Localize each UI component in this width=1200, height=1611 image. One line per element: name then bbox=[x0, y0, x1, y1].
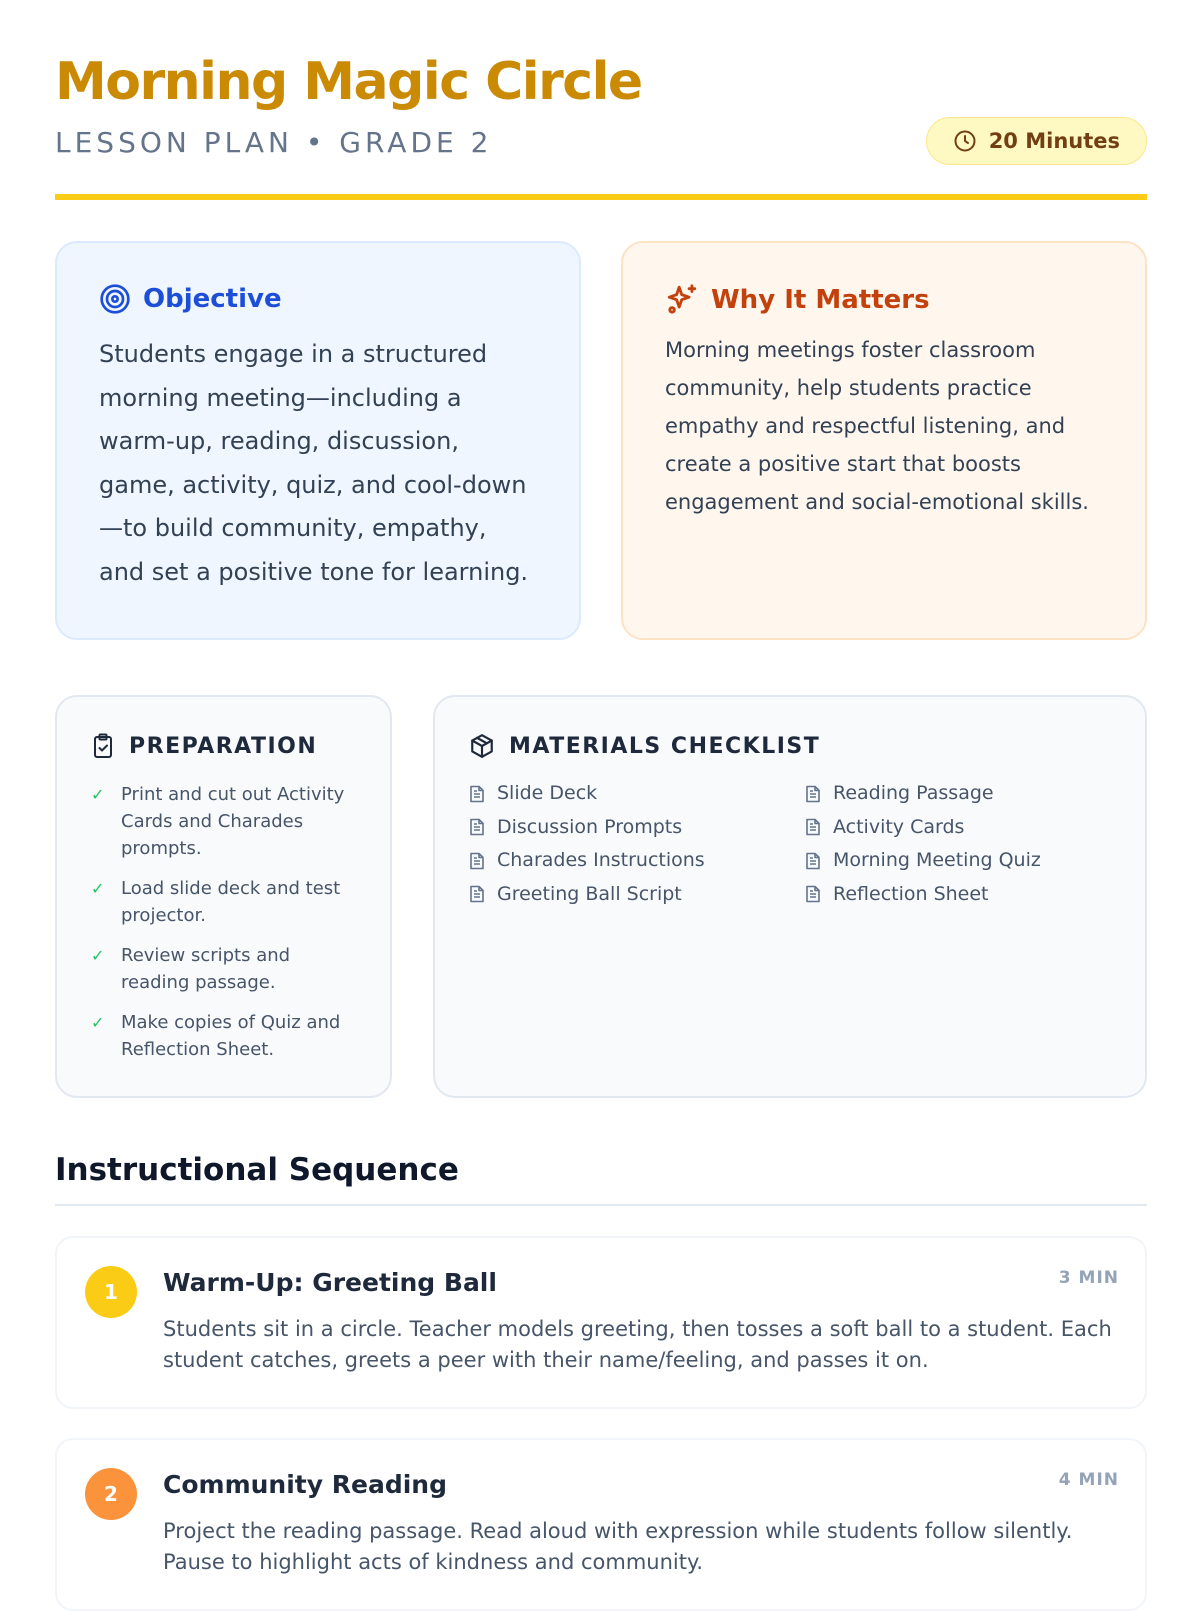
objective-heading bbox=[99, 283, 537, 315]
material-item-text: Reflection Sheet bbox=[833, 882, 989, 905]
page-title: Morning Magic Circle bbox=[55, 52, 642, 112]
sparkles-icon bbox=[665, 283, 699, 317]
page-subtitle: LESSON PLAN • GRADE 2 bbox=[55, 126, 493, 159]
materials-heading-label: MATERIALS CHECKLIST bbox=[509, 733, 821, 759]
step-number-badge: 1 bbox=[85, 1266, 137, 1318]
objective-card bbox=[55, 241, 581, 640]
preparation-item bbox=[91, 942, 356, 996]
duration-label: 20 Minutes bbox=[988, 129, 1120, 153]
document-icon bbox=[805, 885, 821, 903]
clipboard-check-icon bbox=[91, 733, 115, 759]
preparation-item-text: Review scripts and reading passage. bbox=[121, 945, 291, 993]
sequence-heading: Instructional Sequence bbox=[55, 1152, 459, 1188]
objective-heading-label: Objective bbox=[143, 284, 282, 314]
header-divider bbox=[55, 194, 1147, 200]
check-icon: ✓ bbox=[91, 1013, 105, 1032]
lesson-plan-page bbox=[55, 0, 1147, 1574]
check-icon: ✓ bbox=[91, 946, 105, 965]
material-item-text: Slide Deck bbox=[497, 782, 598, 804]
step-title: Warm-Up: Greeting Ball bbox=[163, 1268, 497, 1297]
material-item-text: Discussion Prompts bbox=[497, 815, 683, 838]
material-item bbox=[469, 848, 805, 874]
objective-text: Students engage in a structured morning meeting—including a warm-up, reading, discussion, game, activity, quiz, and cool-down—to build community, empathy, and set a positive tone for learning. bbox=[99, 340, 529, 586]
document-icon bbox=[805, 785, 821, 803]
document-icon bbox=[469, 818, 485, 836]
material-item-text: Reading Passage bbox=[833, 782, 994, 804]
sequence-step bbox=[55, 1438, 1147, 1611]
material-item bbox=[805, 848, 1105, 874]
preparation-list bbox=[91, 781, 356, 1063]
step-description: Students sit in a circle. Teacher models greeting, then tosses a soft ball to a student. Each student catches, greets a peer with their name/feeling, and passes it on. bbox=[163, 1317, 1112, 1372]
preparation-item-text: Make copies of Quiz and Reflection Sheet. bbox=[121, 1012, 341, 1060]
document-icon bbox=[469, 785, 485, 803]
material-item-text: Morning Meeting Quiz bbox=[833, 849, 1041, 871]
why-text: Morning meetings foster classroom community, help students practice empathy and respectful listening, and create a positive start that boosts engagement and social-emotional skills. bbox=[665, 338, 1089, 514]
preparation-card bbox=[55, 695, 392, 1098]
sequence-divider bbox=[55, 1204, 1147, 1206]
step-duration: 3 MIN bbox=[1058, 1268, 1119, 1288]
preparation-item bbox=[91, 875, 356, 929]
header bbox=[55, 0, 1147, 200]
document-icon bbox=[469, 852, 485, 870]
material-item bbox=[469, 882, 805, 908]
material-item bbox=[469, 781, 805, 807]
why-heading bbox=[665, 283, 1103, 317]
check-icon: ✓ bbox=[91, 785, 105, 804]
material-item-text: Charades Instructions bbox=[497, 849, 705, 871]
clock-icon bbox=[953, 129, 977, 153]
preparation-item bbox=[91, 781, 356, 862]
sequence-step bbox=[55, 1236, 1147, 1409]
document-icon bbox=[805, 852, 821, 870]
preparation-item-text: Print and cut out Activity Cards and Charades prompts. bbox=[121, 784, 345, 859]
material-item bbox=[805, 882, 1105, 908]
target-icon bbox=[99, 283, 131, 315]
material-item bbox=[805, 815, 1105, 841]
step-description: Project the reading passage. Read aloud with expression while students follow silently. Pause to highlight acts of kindness and community. bbox=[163, 1519, 1073, 1574]
preparation-heading bbox=[91, 733, 356, 759]
preparation-item-text: Load slide deck and test projector. bbox=[121, 878, 341, 926]
package-icon bbox=[469, 733, 495, 759]
duration-badge bbox=[926, 117, 1147, 165]
preparation-item bbox=[91, 1009, 356, 1063]
material-item-text: Activity Cards bbox=[833, 815, 965, 838]
materials-heading bbox=[469, 733, 1111, 759]
material-item-text: Greeting Ball Script bbox=[497, 882, 682, 905]
document-icon bbox=[805, 818, 821, 836]
step-duration: 4 MIN bbox=[1058, 1470, 1119, 1490]
materials-checklist-card bbox=[433, 695, 1147, 1098]
material-item bbox=[469, 815, 805, 841]
material-item bbox=[805, 781, 1105, 807]
why-it-matters-card bbox=[621, 241, 1147, 640]
check-icon: ✓ bbox=[91, 879, 105, 898]
document-icon bbox=[469, 885, 485, 903]
step-number-badge: 2 bbox=[85, 1468, 137, 1520]
preparation-heading-label: PREPARATION bbox=[129, 733, 318, 759]
step-title: Community Reading bbox=[163, 1470, 447, 1499]
why-heading-label: Why It Matters bbox=[711, 285, 930, 315]
materials-list bbox=[469, 781, 1111, 907]
